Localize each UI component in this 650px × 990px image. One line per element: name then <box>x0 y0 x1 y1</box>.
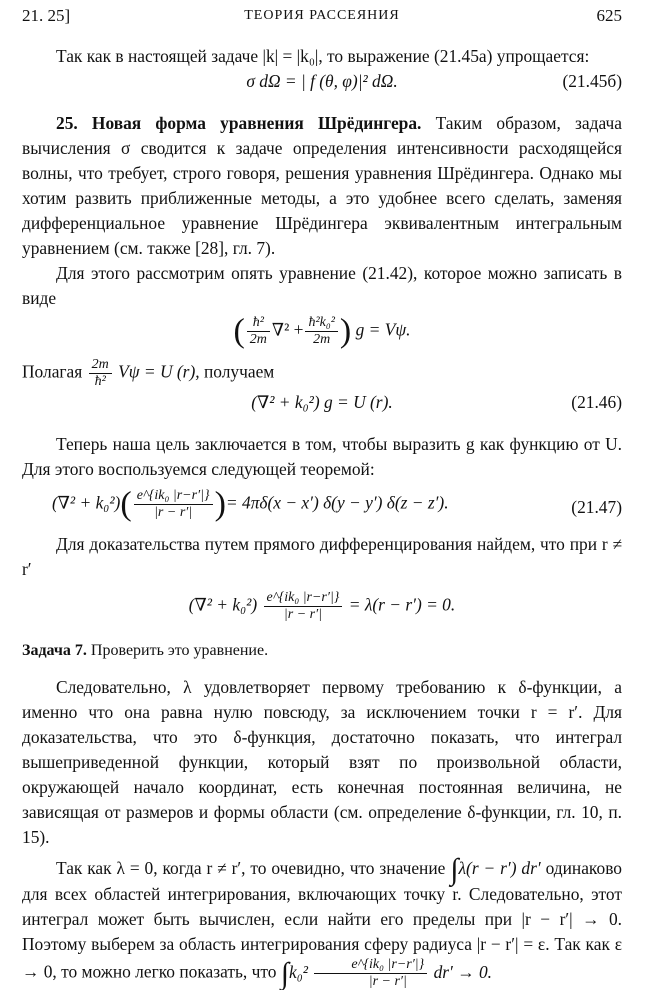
frac-num-2: ħ²k₀² <box>305 315 337 332</box>
p3-frac-den: ħ² <box>94 374 106 389</box>
paragraph-2: Для этого рассмотрим опять уравнение (21.42), которое можно записать в виде <box>22 263 622 308</box>
task-text: Проверить это уравнение. <box>90 642 269 659</box>
equation-rhs: g = Vψ. <box>355 319 411 340</box>
equation-21-45b <box>22 69 622 99</box>
section-ref: 21. 25] <box>22 6 71 25</box>
equation-number: (21.46) <box>571 392 622 412</box>
section-25 <box>22 111 622 261</box>
p7-integrand: λ(r − r′) dr′ <box>458 858 541 878</box>
frac-den-1: 2m <box>249 332 267 347</box>
int-frac-den: |r − r′| <box>368 974 407 989</box>
equation-21-47: (∇² + k₀²)( $\frac{\text{e\textasciicircum{}\{ik₀ |r−r′|\}}}{|r - r'|}$ )= 4πδ(x − x′) δ(y − y′) δ(z − z′). (21.47) <box>52 485 622 523</box>
p3-frac-num: 2m <box>89 357 112 374</box>
paragraph-4: Теперь наша цель заключается в том, чтобы выразить g как функцию от U. Для этого воспользуемся следующей теоремой: <box>22 434 622 479</box>
chapter-title: ТЕОРИЯ РАССЕЯНИЯ <box>244 8 400 23</box>
equation-number: (21.47) <box>571 497 622 517</box>
task-7 <box>22 638 622 663</box>
equation-lambda <box>22 582 622 634</box>
frac-num-1: ħ² <box>247 315 270 332</box>
equation-mid: ∇² + <box>271 319 304 340</box>
body-text <box>22 44 622 990</box>
equation-pre: (∇² + k₀²) <box>188 594 258 615</box>
final-integral: ∫k₀² $\frac{\text{e\textasciicircum{}\{ik₀ |r−r′|\}}}{|r - r'|}$ dr′ → 0. <box>280 956 492 990</box>
frac-den: |r − r′| <box>283 607 322 622</box>
equation-21-46 <box>22 390 622 420</box>
running-header <box>22 6 622 28</box>
frac-num: e^{ik₀ |r−r′|} <box>264 590 343 607</box>
p3-post: получаем <box>203 361 275 382</box>
frac-num: e^{ik₀ |r−r′|} <box>134 488 213 505</box>
paragraph-1: Так как в настоящей задаче |k| = |k₀|, то выражение (21.45а) упрощается: <box>56 46 590 66</box>
paragraph-3 <box>22 357 622 390</box>
int-frac-num: e^{ik₀ |r−r′|} <box>314 957 427 974</box>
frac-den-2: 2m <box>313 332 331 347</box>
section-text: Таким образом, задача вычисления σ сводится к задаче определения интенсивности расходящейся волны, что требует, строго говоря, решения уравнения Шрёдингера. Однако мы хотим развить приближенные методы, а это удобнее всего сделать, заменяя дифференциальное уравнение Шрёдингера эквивалентным интегральным уравнением (см. также [28], гл. 7). <box>22 113 622 258</box>
paragraph-7: Так как λ = 0, когда r ≠ r′, то очевидно, что значение ∫λ(r − r′) dr′ одинаково для всех областей интегрирования, включающих точку r. Следовательно, этот интеграл может быть вычислен, если найти его пределы при |r − r′| → 0. Поэтому выберем за область интегрирования сферу радиуса |r − r′| = ε. Так как ε → 0, то можно легко показать, что ∫k₀² $\frac{\text{e\textasciicircum{}\{ik₀ |r−r′|\}}}{|r - r'|}$ dr′ → 0. <box>22 853 622 990</box>
equation-pre: (∇² + k₀²) <box>52 492 121 513</box>
p3-pre: Полагая <box>22 361 83 382</box>
equation-body: (∇² + k₀²) g = U (r). <box>251 392 393 412</box>
paragraph-5: Для доказательства путем прямого дифференцирования найдем, что при r ≠ r′ <box>22 534 622 579</box>
frac-den: |r − r′| <box>154 505 193 520</box>
p7-c: одинаково для всех областей интегрирования, включающих точку r. Следовательно, этот интеграл может быть вычислен, если найти его пределы при |r − r′| → 0. Поэтому выберем за область интегрирования сферу радиуса |r − r′| = ε. Так как ε → 0, то можно легко показать, что <box>22 858 622 982</box>
equation-rhs: = λ(r − r′) = 0. <box>348 594 456 615</box>
equation-number: (21.45б) <box>562 71 622 91</box>
p7-a: Так как λ = 0, когда r ≠ r′, то очевидно, что значение <box>56 858 446 878</box>
equation-21-42: ( $\frac{\text{ħ²}}{2m}$ ∇² + $\frac{\text{ħ²k₀²}}{2m}$ ) g = Vψ. <box>233 312 411 350</box>
equation-body: σ dΩ = | f (θ, φ)|² dΩ. <box>246 71 398 91</box>
int-post: dr′ → 0. <box>433 961 492 982</box>
equation-rhs: = 4πδ(x − x′) δ(y − y′) δ(z − z′). <box>225 492 449 513</box>
paragraph-6: Следовательно, λ удовлетворяет первому требованию к δ-функции, а именно что она равна нулю повсюду, за исключением точки r = r′. Для доказательства, что это δ-функция, достаточно показать, что интеграл вышеприведенной функции, который взят по произвольной области, окружающей начало координат, есть конечная постоянная величина, не зависящая от размеров и формы области (см. определение δ-функции, гл. 10, п. 15). <box>22 677 622 847</box>
task-label: Задача 7. <box>22 642 87 659</box>
p3-mid: Vψ = U (r), <box>118 361 200 382</box>
section-title: 25. Новая форма уравнения Шрёдингера. <box>56 113 422 133</box>
page-number: 625 <box>596 6 622 25</box>
int-coef: k₀² <box>288 961 308 982</box>
